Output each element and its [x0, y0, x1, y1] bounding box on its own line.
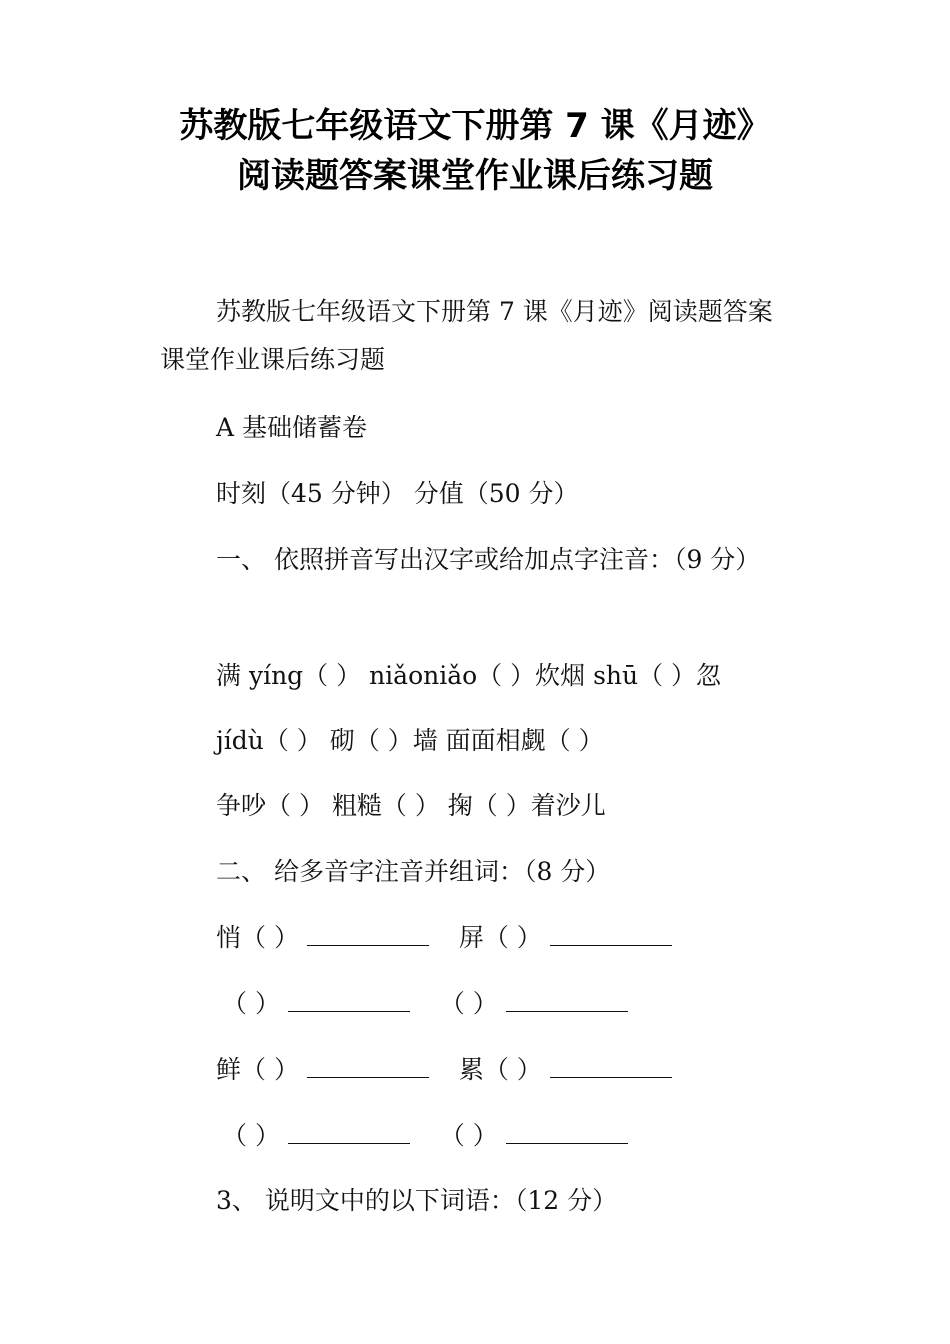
title-line-2: 阅读题答案课堂作业课后练习题	[237, 156, 713, 196]
question-1: 一、 依照拼音写出汉字或给加点字注音：（9 分）	[216, 545, 761, 574]
q2-char-label: （ ）	[222, 989, 280, 1018]
answer-blank[interactable]	[506, 1121, 628, 1144]
q2-char-label: （ ）	[439, 1121, 498, 1150]
q2-char-label: 鲜（ ）	[216, 1055, 299, 1084]
answer-blank[interactable]	[307, 923, 429, 946]
answer-blank[interactable]	[288, 989, 410, 1012]
intro-paragraph: 苏教版七年级语文下册第 7 课《月迹》阅读题答案课堂作业课后练习题	[160, 297, 773, 374]
question-3: 3、 说明文中的以下词语：（12 分）	[216, 1186, 618, 1215]
q2-char-label: （ ）	[222, 1121, 280, 1150]
q2-char-label: 屏（ ）	[458, 923, 542, 952]
document-title	[0, 101, 950, 201]
q2-row	[222, 1112, 798, 1160]
q2-row	[216, 1046, 792, 1094]
title-line-1: 苏教版七年级语文下册第 7 课《月迹》	[179, 106, 771, 146]
section-a-heading: A 基础储蓄卷	[216, 413, 368, 442]
answer-blank[interactable]	[288, 1121, 410, 1144]
question-2: 二、 给多音字注音并组词：（8 分）	[216, 857, 611, 886]
q2-row	[216, 914, 792, 962]
time-score-line: 时刻（45 分钟） 分值（50 分）	[216, 479, 579, 508]
answer-blank[interactable]	[506, 989, 628, 1012]
q1-line-3: 争吵（ ） 粗糙（ ） 掬（ ）着沙儿	[216, 791, 606, 820]
answer-blank[interactable]	[550, 923, 672, 946]
q2-char-label: 悄（ ）	[216, 923, 299, 952]
q2-char-label: （ ）	[439, 989, 498, 1018]
q2-row	[222, 980, 798, 1028]
q1-line-2: jídù（ ） 砌（ ）墙 面面相觑（ ）	[216, 726, 604, 755]
answer-blank[interactable]	[550, 1055, 672, 1078]
answer-blank[interactable]	[307, 1055, 429, 1078]
q2-char-label: 累（ ）	[458, 1055, 542, 1084]
q1-line-1: 满 yíng（ ） niǎoniǎo（ ）炊烟 shū（ ）忽	[216, 661, 722, 690]
